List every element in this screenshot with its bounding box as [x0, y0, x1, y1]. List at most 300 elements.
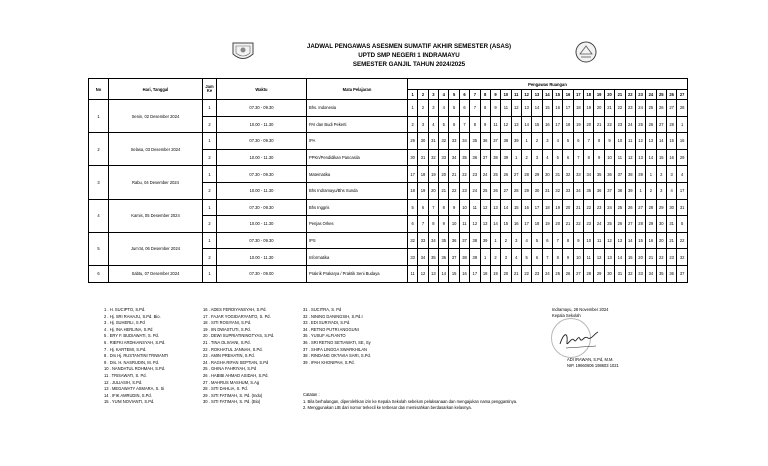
proctor-cell: 18 — [573, 100, 583, 117]
proctor-cell: 2 — [532, 133, 542, 150]
proctor-cell: 6 — [542, 232, 552, 249]
proctor-cell: 10 — [615, 133, 625, 150]
proctor-cell: 37 — [480, 149, 490, 166]
proctor-cell: 15 — [532, 116, 542, 133]
proctor-cell: 12 — [501, 116, 511, 133]
proctor-cell: 5 — [408, 199, 418, 216]
proctor-cell: 14 — [656, 133, 666, 150]
proctor-cell: 27 — [573, 265, 583, 282]
room-header: 19 — [594, 90, 604, 100]
proctor-cell: 36 — [439, 249, 449, 266]
proctor-cell: 9 — [604, 133, 614, 150]
proctor-cell: 23 — [625, 100, 635, 117]
proctor-cell: 5 — [532, 232, 542, 249]
proctor-cell: 25 — [604, 216, 614, 233]
proctor-cell: 28 — [666, 116, 676, 133]
staff-item: 19 . IIN DWASTUTI, S.Pd. — [203, 326, 251, 332]
proctor-cell: 7 — [428, 199, 438, 216]
proctor-cell: 26 — [563, 265, 573, 282]
room-header: 16 — [563, 90, 573, 100]
title-line-1: JADWAL PENGAWAS ASESMEN SUMATIF AKHIR SEMESTER (ASAS) — [306, 43, 512, 50]
proctor-cell: 17 — [470, 265, 480, 282]
proctor-cell: 9 — [439, 216, 449, 233]
proctor-cell: 21 — [449, 166, 459, 183]
proctor-cell: 33 — [573, 166, 583, 183]
proctor-cell: 28 — [635, 216, 645, 233]
proctor-cell: 30 — [656, 216, 666, 233]
proctor-cell: 29 — [408, 133, 418, 150]
proctor-cell: 1 — [646, 166, 656, 183]
proctor-cell: 21 — [666, 232, 676, 249]
table-row — [89, 232, 688, 249]
proctor-cell: 37 — [490, 133, 500, 150]
proctor-cell: 36 — [594, 182, 604, 199]
proctor-cell: 20 — [635, 249, 645, 266]
proctor-cell: 5 — [553, 149, 563, 166]
proctor-cell: 8 — [553, 249, 563, 266]
proctor-cell: 4 — [542, 149, 552, 166]
proctor-cell: 17 — [521, 216, 531, 233]
room-header: 21 — [615, 90, 625, 100]
proctor-cell: 18 — [480, 265, 490, 282]
proctor-cell: 31 — [615, 265, 625, 282]
proctor-cell: 27 — [625, 216, 635, 233]
proctor-cell: 15 — [542, 100, 552, 117]
proctor-cell: 31 — [666, 216, 676, 233]
session-waktu: 07.30 - 09.30 — [217, 100, 307, 117]
signature-role: Kepala Sekolah — [552, 313, 581, 318]
signature-name: ADI IRAWAN, S.Pd, M.M. — [567, 357, 614, 362]
proctor-cell: 21 — [511, 265, 521, 282]
proctor-cell: 8 — [439, 199, 449, 216]
staff-item: 6 . RIEFKI ARDHIANSYAH, S.Pd. — [104, 339, 166, 345]
proctor-cell: 9 — [573, 232, 583, 249]
proctor-cell: 13 — [604, 249, 614, 266]
proctor-cell: 16 — [542, 116, 552, 133]
proctor-cell: 4 — [428, 116, 438, 133]
proctor-cell: 8 — [594, 133, 604, 150]
proctor-cell: 22 — [656, 249, 666, 266]
proctor-cell: 2 — [418, 100, 428, 117]
proctor-cell: 7 — [573, 149, 583, 166]
proctor-cell: 35 — [470, 133, 480, 150]
proctor-cell: 7 — [418, 216, 428, 233]
proctor-cell: 17 — [677, 182, 688, 199]
proctor-cell: 20 — [428, 182, 438, 199]
staff-item: 30 . SITI FATIMAH, S. Pd. (Bio) — [203, 399, 261, 405]
proctor-cell: 7 — [584, 133, 594, 150]
proctor-cell: 13 — [490, 199, 500, 216]
schedule-table — [88, 78, 688, 283]
staff-item: 12 . JULIASIH, S.Pd. — [104, 379, 143, 385]
proctor-cell: 31 — [542, 182, 552, 199]
proctor-cell: 36 — [449, 232, 459, 249]
proctor-cell: 7 — [470, 100, 480, 117]
proctor-cell: 7 — [553, 232, 563, 249]
proctor-cell: 22 — [521, 265, 531, 282]
proctor-cell: 3 — [666, 166, 676, 183]
proctor-cell: 28 — [584, 265, 594, 282]
session-jam: 1 — [203, 232, 217, 249]
proctor-cell: 22 — [573, 216, 583, 233]
room-header: 1 — [408, 90, 418, 100]
proctor-cell: 11 — [459, 216, 469, 233]
table-row — [89, 199, 688, 216]
proctor-cell: 11 — [470, 199, 480, 216]
proctor-cell: 28 — [677, 100, 688, 117]
proctor-cell: 8 — [584, 149, 594, 166]
proctor-cell: 10 — [573, 249, 583, 266]
note-item-2: 2. Menggunakan LIB dari nomor terkecil ke terbesar dan memisahkan berdasarkan kelasnya. — [303, 405, 472, 411]
session-waktu: 07.30 - 09.30 — [217, 199, 307, 216]
staff-item: 21 . TINA OLIVIANI, S.Pd. — [203, 339, 251, 345]
staff-item: 16 . ADES FERDIYANSYAH, S.Pd. — [203, 307, 267, 312]
proctor-cell: 16 — [511, 216, 521, 233]
proctor-cell: 11 — [615, 149, 625, 166]
proctor-cell: 30 — [408, 149, 418, 166]
staff-item: 24 . RAGHA RIFAN SEPTIAN, S.Pd — [203, 359, 269, 365]
proctor-cell: 34 — [584, 166, 594, 183]
title-line-3: SEMESTER GANJIL TAHUN 2024/2025 — [352, 61, 466, 68]
proctor-cell: 6 — [563, 149, 573, 166]
proctor-cell: 16 — [677, 133, 688, 150]
proctor-cell: 27 — [501, 182, 511, 199]
proctor-cell: 24 — [480, 166, 490, 183]
proctor-cell: 30 — [666, 199, 676, 216]
proctor-cell: 30 — [418, 133, 428, 150]
proctor-cell: 31 — [553, 166, 563, 183]
session-waktu: 07.30 - 09.00 — [217, 265, 307, 282]
proctor-cell: 17 — [563, 100, 573, 117]
proctor-cell: 15 — [635, 232, 645, 249]
proctor-cell: 24 — [594, 216, 604, 233]
proctor-cell: 13 — [521, 100, 531, 117]
session-waktu: 10.00 - 11.30 — [217, 116, 307, 133]
proctor-cell: 24 — [604, 199, 614, 216]
proctor-cell: 6 — [418, 199, 428, 216]
staff-item: 31 . SUCITRA, S. Pd — [303, 307, 342, 312]
table-row — [89, 100, 688, 117]
proctor-cell: 21 — [604, 100, 614, 117]
proctor-cell: 24 — [635, 100, 645, 117]
proctor-cell: 18 — [542, 199, 552, 216]
proctor-cell: 15 — [511, 199, 521, 216]
staff-item: 38 . RINDANG OKTAVIA SARI, S.Pd. — [303, 353, 371, 359]
proctor-cell: 29 — [521, 182, 531, 199]
staff-item: 36 . SRI RETNO SETIAWATI, SE, Sy — [303, 339, 371, 345]
proctor-cell: 14 — [439, 265, 449, 282]
proctor-cell: 1 — [521, 133, 531, 150]
proctor-cell: 23 — [666, 249, 676, 266]
proctor-cell: 22 — [677, 232, 688, 249]
header-waktu: Waktu — [217, 79, 307, 100]
proctor-cell: 11 — [584, 249, 594, 266]
proctor-cell: 26 — [656, 100, 666, 117]
proctor-cell: 13 — [428, 265, 438, 282]
proctor-cell: 33 — [408, 249, 418, 266]
header-mapel: Mata Pelajaran — [307, 79, 408, 100]
proctor-cell: 25 — [615, 199, 625, 216]
proctor-cell: 21 — [573, 199, 583, 216]
session-jam: 1 — [203, 133, 217, 150]
staff-item: 13 . MEGAWATY ASMARA, S. Si — [104, 386, 165, 392]
proctor-cell: 2 — [656, 166, 666, 183]
proctor-cell: 21 — [594, 116, 604, 133]
proctor-cell: 18 — [563, 116, 573, 133]
staff-item: 20 . DEWI SUPRIATININGTYAS, S.Pd. — [203, 333, 275, 339]
proctor-cell: 22 — [459, 166, 469, 183]
proctor-cell: 1 — [408, 100, 418, 117]
proctor-cell: 38 — [501, 133, 511, 150]
proctor-cell: 37 — [459, 232, 469, 249]
room-header: 15 — [553, 90, 563, 100]
room-header: 4 — [439, 90, 449, 100]
proctor-cell: 8 — [428, 216, 438, 233]
proctor-cell: 33 — [418, 232, 428, 249]
staff-item: 29 . SITI FATIMAH, S. Pd. (Indo) — [203, 392, 263, 398]
room-header: 13 — [532, 90, 542, 100]
proctor-cell: 34 — [449, 149, 459, 166]
proctor-cell: 2 — [490, 249, 500, 266]
proctor-cell: 6 — [459, 100, 469, 117]
proctor-cell: 13 — [511, 116, 521, 133]
day-date: Sabtu, 07 Desember 2024 — [109, 265, 203, 282]
proctor-cell: 16 — [666, 149, 676, 166]
staff-item: 14 . IFIK AMRUDIN, S.Pd. — [104, 392, 152, 398]
staff-list-1 — [104, 307, 168, 406]
proctor-cell: 20 — [501, 265, 511, 282]
proctor-cell: 19 — [428, 166, 438, 183]
session-jam: 1 — [203, 265, 217, 282]
proctor-cell: 9 — [480, 116, 490, 133]
session-jam: 2 — [203, 149, 217, 166]
proctor-cell: 20 — [584, 116, 594, 133]
proctor-cell: 16 — [646, 232, 656, 249]
proctor-cell: 15 — [449, 265, 459, 282]
proctor-cell: 33 — [563, 182, 573, 199]
proctor-cell: 7 — [542, 249, 552, 266]
proctor-cell: 29 — [532, 166, 542, 183]
proctor-cell: 19 — [573, 116, 583, 133]
session-mapel: Bhs Inggris — [307, 199, 408, 216]
session-mapel: IPA — [307, 133, 408, 150]
proctor-cell: 31 — [428, 133, 438, 150]
proctor-cell: 23 — [584, 216, 594, 233]
session-waktu: 07.30 - 09.30 — [217, 232, 307, 249]
day-date: Kamis, 05 Desember 2024 — [109, 199, 203, 232]
title-line-2: UPTD SMP NEGERI 1 INDRAMAYU — [358, 52, 460, 59]
proctor-cell: 9 — [563, 249, 573, 266]
proctor-cell: 4 — [511, 249, 521, 266]
proctor-cell: 25 — [480, 182, 490, 199]
proctor-cell: 14 — [501, 199, 511, 216]
schedule-body — [89, 100, 688, 283]
proctor-cell: 5 — [521, 249, 531, 266]
proctor-cell: 39 — [635, 166, 645, 183]
proctor-cell: 36 — [470, 149, 480, 166]
proctor-cell: 20 — [439, 166, 449, 183]
proctor-cell: 34 — [459, 133, 469, 150]
session-jam: 2 — [203, 249, 217, 266]
day-number: 4 — [89, 199, 109, 232]
day-date: Selasa, 03 Desember 2024 — [109, 133, 203, 166]
session-mapel: Bhs Indramayu/Bhs Sunda — [307, 182, 408, 199]
session-jam: 2 — [203, 216, 217, 233]
proctor-cell: 29 — [656, 199, 666, 216]
header-ruangan: Pengawas Ruangan — [408, 79, 688, 90]
day-number: 6 — [89, 265, 109, 282]
proctor-cell: 37 — [449, 249, 459, 266]
proctor-cell: 32 — [439, 133, 449, 150]
session-mapel: Bhs. Indonesia — [307, 100, 408, 117]
proctor-cell: 11 — [625, 133, 635, 150]
proctor-cell: 2 — [521, 149, 531, 166]
room-header: 26 — [666, 90, 676, 100]
proctor-cell: 19 — [584, 100, 594, 117]
staff-item: 32 . NINING DANINGSIH, S.Pd.I — [303, 313, 363, 319]
proctor-cell: 4 — [553, 133, 563, 150]
session-waktu: 10.00 - 11.30 — [217, 249, 307, 266]
proctor-cell: 4 — [439, 100, 449, 117]
room-header: 17 — [573, 90, 583, 100]
proctor-cell: 14 — [532, 100, 542, 117]
proctor-cell: 15 — [501, 216, 511, 233]
proctor-cell: 13 — [646, 133, 656, 150]
proctor-cell: 12 — [604, 232, 614, 249]
day-number: 1 — [89, 100, 109, 133]
proctor-cell: 28 — [511, 182, 521, 199]
day-date: Rabu, 04 Desember 2024 — [109, 166, 203, 199]
signature-place-date: Indramayu, 28 November 2024 — [552, 307, 609, 312]
table-row — [89, 133, 688, 150]
proctor-cell: 19 — [542, 216, 552, 233]
proctor-cell: 32 — [553, 182, 563, 199]
proctor-cell: 27 — [635, 199, 645, 216]
day-date: Jum'at, 06 Desember 2024 — [109, 232, 203, 265]
proctor-cell: 1 — [677, 116, 688, 133]
day-number: 5 — [89, 232, 109, 265]
staff-item: 15 . YUNI NOVIANTI, S.Pd. — [104, 399, 155, 405]
proctor-cell: 25 — [490, 166, 500, 183]
staff-item: 1 . H. SUCIPTO, S.Pd. — [104, 307, 146, 312]
staff-item: 22 . ROKHATUL JANNAH, S.Pd. — [203, 346, 263, 352]
staff-item: 2 . Hj. SRI RAHAJU, S.Pd. Bio. — [104, 313, 161, 319]
proctor-cell: 39 — [511, 133, 521, 150]
proctor-cell: 18 — [418, 166, 428, 183]
proctor-cell: 32 — [677, 249, 688, 266]
header-no: No — [89, 79, 109, 100]
proctor-cell: 31 — [677, 199, 688, 216]
session-waktu: 10.00 - 11.30 — [217, 182, 307, 199]
proctor-cell: 10 — [604, 149, 614, 166]
proctor-cell: 1 — [635, 182, 645, 199]
proctor-cell: 29 — [594, 265, 604, 282]
proctor-cell: 14 — [625, 232, 635, 249]
proctor-cell: 19 — [553, 199, 563, 216]
proctor-cell: 8 — [470, 116, 480, 133]
proctor-cell: 12 — [511, 100, 521, 117]
document-title — [250, 42, 568, 69]
day-number: 3 — [89, 166, 109, 199]
staff-item: 3 . Hj. SUHERLI, S.Pd — [104, 320, 145, 326]
proctor-cell: 6 — [408, 216, 418, 233]
proctor-cell: 32 — [563, 166, 573, 183]
proctor-cell: 11 — [594, 232, 604, 249]
proctor-cell: 3 — [542, 133, 552, 150]
proctor-cell: 35 — [428, 249, 438, 266]
header-row — [89, 79, 688, 90]
proctor-cell: 27 — [656, 116, 666, 133]
proctor-cell: 28 — [521, 166, 531, 183]
room-header: 6 — [459, 90, 469, 100]
proctor-cell: 26 — [501, 166, 511, 183]
proctor-cell: 15 — [625, 249, 635, 266]
room-header: 11 — [511, 90, 521, 100]
proctor-cell: 24 — [470, 182, 480, 199]
proctor-cell: 11 — [490, 116, 500, 133]
proctor-cell: 14 — [615, 249, 625, 266]
proctor-cell: 1 — [511, 149, 521, 166]
proctor-cell: 20 — [594, 100, 604, 117]
proctor-cell: 28 — [646, 199, 656, 216]
proctor-cell: 36 — [480, 133, 490, 150]
proctor-cell: 2 — [408, 116, 418, 133]
session-waktu: 10.00 - 11.30 — [217, 216, 307, 233]
proctor-cell: 9 — [490, 100, 500, 117]
proctor-cell: 24 — [625, 116, 635, 133]
table-row — [89, 265, 688, 282]
proctor-cell: 30 — [542, 166, 552, 183]
room-header: 14 — [542, 90, 552, 100]
proctor-cell: 29 — [646, 216, 656, 233]
proctor-cell: 39 — [480, 232, 490, 249]
proctor-cell: 22 — [604, 116, 614, 133]
staff-item: 11 . TRISAWATI, S. Pd. — [104, 372, 147, 378]
proctor-cell: 23 — [459, 182, 469, 199]
proctor-cell: 15 — [666, 133, 676, 150]
proctor-cell: 12 — [635, 133, 645, 150]
proctor-cell: 6 — [532, 249, 542, 266]
room-header: 22 — [625, 90, 635, 100]
proctor-cell: 37 — [604, 182, 614, 199]
proctor-cell: 18 — [408, 182, 418, 199]
proctor-cell: 27 — [666, 100, 676, 117]
session-mapel: Prakrik Prakarya / Praktik Seni Budaya — [307, 265, 408, 282]
note-item-1: 1. Bila berhalangan, diperolehkan izin ke Kepala Sekolah sebelum pelaksanaan dan mengajukan nama penggantinya. — [303, 398, 518, 404]
room-header: 10 — [501, 90, 511, 100]
proctor-cell: 34 — [646, 265, 656, 282]
proctor-cell: 38 — [615, 182, 625, 199]
proctor-cell: 8 — [563, 232, 573, 249]
proctor-cell: 11 — [408, 265, 418, 282]
signature-block — [552, 307, 608, 319]
staff-item: 23 . AMIN PREHATIN, S.Pd. — [203, 353, 255, 359]
proctor-cell: 16 — [553, 100, 563, 117]
proctor-cell: 37 — [677, 265, 688, 282]
proctor-cell: 19 — [490, 265, 500, 282]
proctor-cell: 23 — [615, 116, 625, 133]
session-mapel: IPS — [307, 232, 408, 249]
day-date: Senin, 02 Desember 2024 — [109, 100, 203, 133]
table-row — [89, 166, 688, 183]
proctor-cell: 16 — [521, 199, 531, 216]
proctor-cell: 6 — [449, 116, 459, 133]
proctor-cell: 13 — [480, 216, 490, 233]
proctor-cell: 5 — [677, 216, 688, 233]
proctor-cell: 32 — [625, 265, 635, 282]
proctor-cell: 39 — [470, 249, 480, 266]
session-mapel: PPKn/Pendidikan Pancasila — [307, 149, 408, 166]
